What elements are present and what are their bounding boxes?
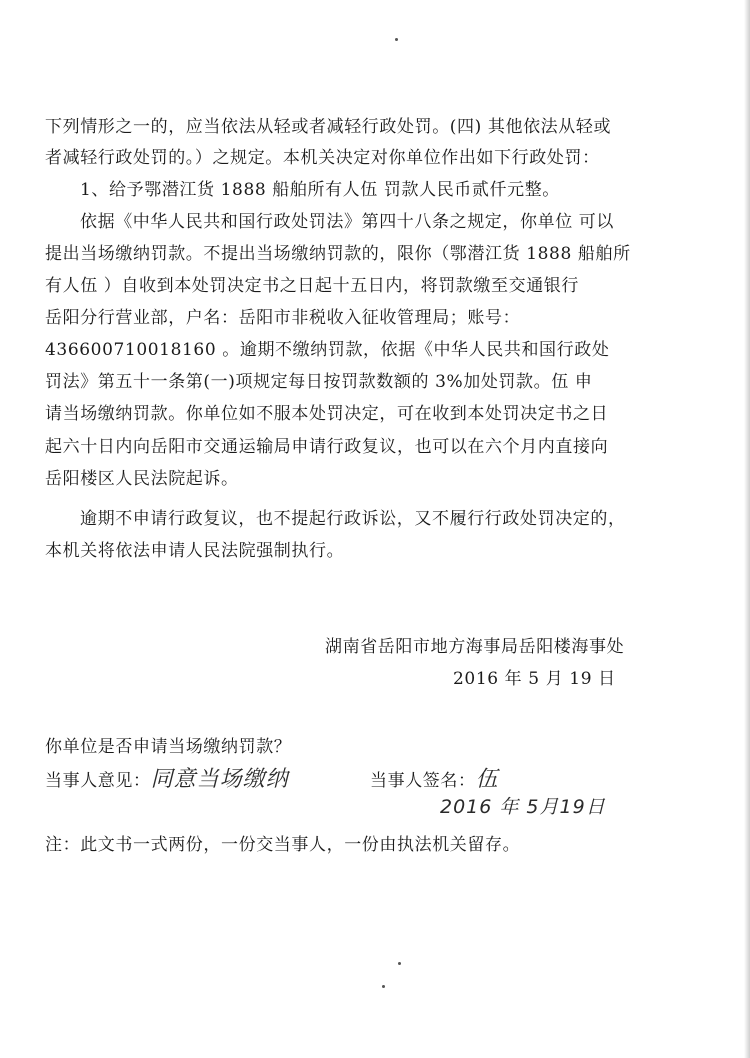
body-line-2: 者减轻行政处罚的。）之规定。本机关决定对你单位作出如下行政处罚： xyxy=(45,148,600,168)
signature-field xyxy=(370,762,499,793)
penalty-item-1: 1、给予鄂潜江货 1888 船舶所有人伍 罚款人民币贰仟元整。 xyxy=(80,180,560,200)
body-line-7: 岳阳分行营业部，户名：岳阳市非税收入征收管理局；账号： xyxy=(45,308,521,328)
body-line-8: 436600710018160 。逾期不缴纳罚款，依据《中华人民共和国行政处 xyxy=(45,340,610,360)
document-note: 注：此文书一式两份，一份交当事人，一份由执法机关留存。 xyxy=(45,835,521,855)
scan-edge-shadow xyxy=(744,0,750,1058)
body-line-1: 下列情形之一的，应当依法从轻或者减轻行政处罚。(四) 其他依法从轻或 xyxy=(45,117,612,137)
signature-handwritten: 伍 xyxy=(475,767,499,792)
issuing-authority: 湖南省岳阳市地方海事局岳阳楼海事处 xyxy=(325,637,625,657)
signature-label: 当事人签名： xyxy=(370,771,476,791)
body-line-12: 岳阳楼区人民法院起诉。 xyxy=(45,469,239,489)
body-line-5: 提出当场缴纳罚款。不提出当场缴纳罚款的，限你（鄂潜江货 1888 船舶所 xyxy=(45,244,631,264)
scan-speck xyxy=(395,38,398,41)
body-line-14: 本机关将依法申请人民法院强制执行。 xyxy=(45,541,345,561)
body-line-9: 罚法》第五十一条第(一)项规定每日按罚款数额的 3%加处罚款。伍 申 xyxy=(45,372,593,392)
opinion-label: 当事人意见： xyxy=(45,771,151,791)
body-line-10: 请当场缴纳罚款。你单位如不服本处罚决定，可在收到本处罚决定书之日 xyxy=(45,404,609,424)
scan-speck xyxy=(382,985,385,988)
issue-date: 2016 年 5 月 19 日 xyxy=(453,669,616,689)
sign-date-handwritten: 2016 年 5月19日 xyxy=(440,796,606,818)
body-line-13: 逾期不申请行政复议，也不提起行政诉讼，又不履行行政处罚决定的， xyxy=(80,509,626,529)
payment-question: 你单位是否申请当场缴纳罚款？ xyxy=(45,737,292,757)
scan-speck xyxy=(398,962,401,965)
opinion-handwritten: 同意当场缴纳 xyxy=(150,767,289,792)
body-line-6: 有人伍 ）自收到本处罚决定书之日起十五日内，将罚款缴至交通银行 xyxy=(45,276,580,296)
body-line-4: 依据《中华人民共和国行政处罚法》第四十八条之规定，你单位 可以 xyxy=(80,212,615,232)
body-line-11: 起六十日内向岳阳市交通运输局申请行政复议，也可以在六个月内直接向 xyxy=(45,437,609,457)
opinion-field xyxy=(45,762,289,793)
